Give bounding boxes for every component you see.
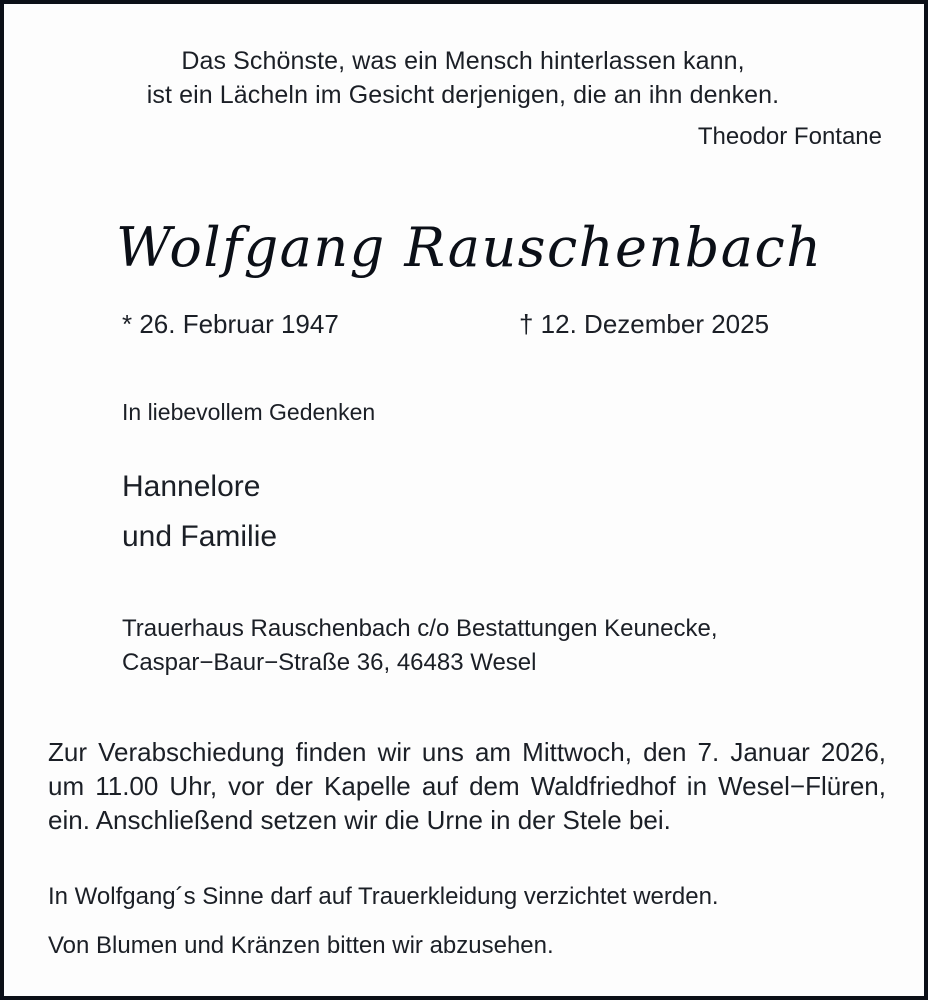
address-line-1: Trauerhaus Rauschenbach c/o Bestattungen Keunecke, <box>122 615 718 642</box>
mourner-name: Hannelore <box>122 470 261 503</box>
death-date: † 12. Dezember 2025 <box>519 309 770 339</box>
flowers-note: Von Blumen und Kränzen bitten wir abzusehen. <box>48 932 554 959</box>
ceremony-details: Zur Verabschiedung finden wir uns am Mittwoch, den 7. Januar 2026, um 11.00 Uhr, vor der Kapelle auf dem Waldfriedhof in Wesel−Flüren, ein. Anschließend setzen wir die Urne in der Stele bei. <box>48 737 886 835</box>
dress-code-note: In Wolfgang´s Sinne darf auf Trauerkleidung verzichtet werden. <box>48 883 719 910</box>
address-line-2: Caspar−Baur−Straße 36, 46483 Wesel <box>122 649 537 676</box>
quote-line-1: Das Schönste, was ein Mensch hinterlassen kann, <box>181 47 745 75</box>
deceased-name: Wolfgang Rauschenbach <box>116 216 823 279</box>
mourning-house-address <box>122 612 718 680</box>
quote-line-2: ist ein Lächeln im Gesicht derjenigen, die an ihn denken. <box>146 81 780 109</box>
mourners-list <box>122 462 277 562</box>
birth-date: * 26. Februar 1947 <box>122 309 339 339</box>
mourner-family: und Familie <box>122 520 278 553</box>
quote-attribution: Theodor Fontane <box>697 123 882 150</box>
notice-content <box>4 4 924 996</box>
life-dates <box>122 306 892 342</box>
memorial-intro: In liebevollem Gedenken <box>122 399 376 425</box>
memorial-quote <box>44 44 882 112</box>
